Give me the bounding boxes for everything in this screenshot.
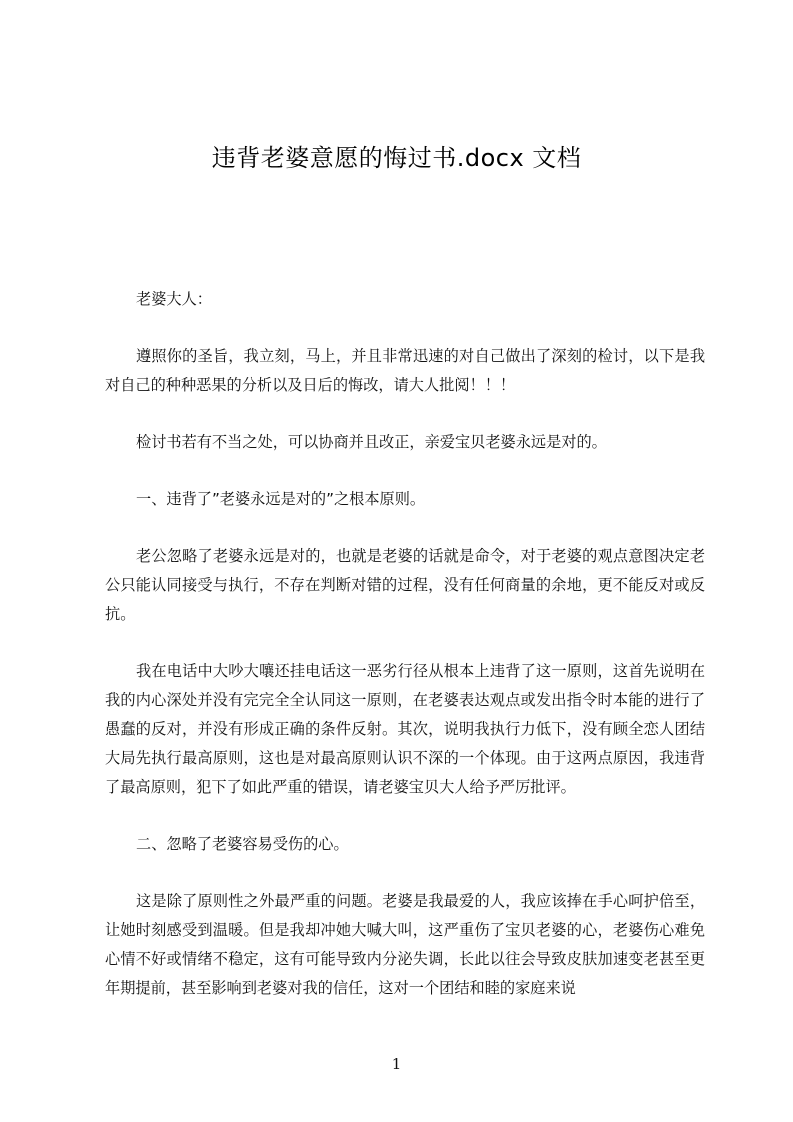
document-title: 违背老婆意愿的悔过书.docx 文档 (211, 144, 582, 172)
body-paragraph: 老公忽略了老婆永远是对的，也就是老婆的话就是命令，对于老婆的观点意图决定老公只能认同接受与执行，不存在判断对错的过程，没有任何商量的余地，更不能反对或反抗。 (105, 547, 705, 623)
body-paragraph: 检讨书若有不当之处，可以协商并且改正，亲爱宝贝老婆永远是对的。 (136, 433, 607, 451)
page-number: 1 (391, 1055, 402, 1073)
salutation-paragraph: 老婆大人： (136, 290, 212, 308)
body-paragraph: 我在电话中大吵大嚷还挂电话这一恶劣行径从根本上违背了这一原则，这首先说明在我的内心深处并没有完完全全认同这一原则，在老婆表达观点或发出指令时本能的进行了愚蠢的反对，并没有形成正确的条件反射。其次，说明我执行力低下，没有顾全恋人团结大局先执行最高原则，这也是对最高原则认识不深的一个体现。由于这两点原因，我违背了最高原则，犯下了如此严重的错误，请老婆宝贝大人给予严厉批评。 (105, 662, 705, 796)
section-heading: 二、忽略了老婆容易受伤的心。 (136, 835, 349, 853)
body-paragraph: 遵照你的圣旨，我立刻，马上，并且非常迅速的对自己做出了深刻的检讨，以下是我对自己的种种恶果的分析以及日后的悔改，请大人批阅！！！ (105, 347, 705, 394)
section-heading: 一、违背了”老婆永远是对的”之根本原则。 (136, 490, 426, 508)
document-body (105, 285, 705, 1003)
body-paragraph: 这是除了原则性之外最严重的问题。老婆是我最爱的人，我应该捧在手心呵护倍至，让她时刻感受到温暖。但是我却冲她大喊大叫，这严重伤了宝贝老婆的心，老婆伤心难免心情不好或情绪不稳定，这有可能导致内分泌失调，长此以往会导致皮肤加速变老甚至更年期提前，甚至影响到老婆对我的信任，这对一个团结和睦的家庭来说 (105, 892, 705, 997)
